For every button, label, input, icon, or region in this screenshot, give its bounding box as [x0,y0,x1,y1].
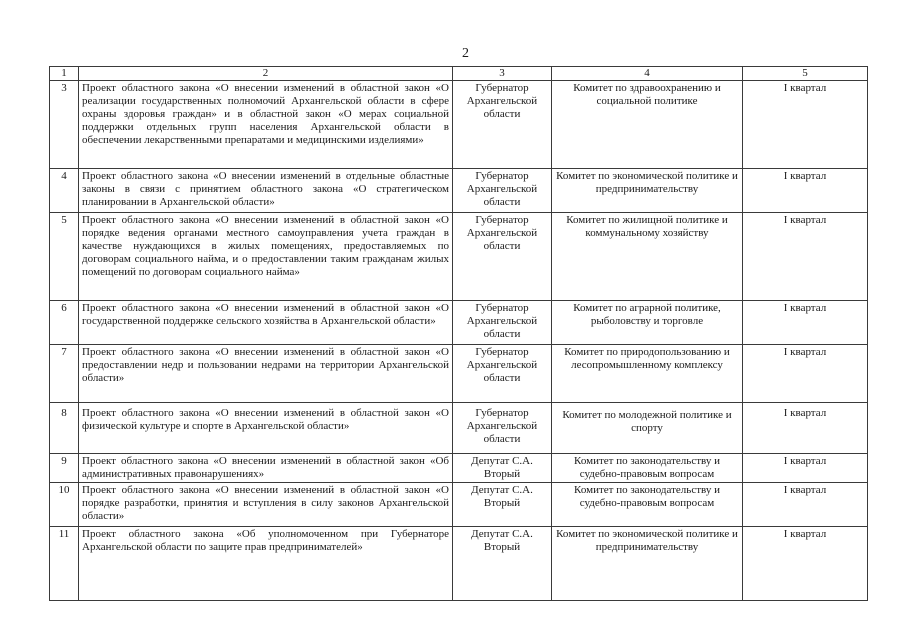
period: I квартал [743,403,868,454]
initiator: Депутат С.А. Вторый [453,483,552,527]
period: I квартал [743,169,868,213]
table-row [50,403,868,454]
responsible-committee: Комитет по молодежной политике и спорту [552,403,743,454]
row-number: 9 [50,454,79,483]
row-number: 5 [50,213,79,301]
column-header: 4 [552,67,743,81]
table-row [50,345,868,403]
row-number: 6 [50,301,79,345]
responsible-committee: Комитет по экономической политике и предпринимательству [552,527,743,601]
table-row [50,454,868,483]
column-header: 5 [743,67,868,81]
row-number: 8 [50,403,79,454]
table-row [50,169,868,213]
responsible-committee: Комитет по законодательству и судебно-правовым вопросам [552,454,743,483]
period: I квартал [743,213,868,301]
initiator: Губернатор Архангельской области [453,213,552,301]
bill-title: Проект областного закона «О внесении изменений в областной закон «О государственной поддержке сельского хозяйства в Архангельской области» [79,301,453,345]
table-row [50,213,868,301]
initiator: Губернатор Архангельской области [453,403,552,454]
plan-table [49,66,868,601]
row-number: 3 [50,81,79,169]
initiator: Губернатор Архангельской области [453,301,552,345]
column-header: 3 [453,67,552,81]
period: I квартал [743,345,868,403]
table-header-row [50,67,868,81]
responsible-committee: Комитет по аграрной политике, рыболовству и торговле [552,301,743,345]
period: I квартал [743,454,868,483]
initiator: Депутат С.А. Вторый [453,527,552,601]
row-number: 4 [50,169,79,213]
responsible-committee: Комитет по экономической политике и предпринимательству [552,169,743,213]
bill-title: Проект областного закона «О внесении изменений в областной закон «О физической культуре и спорте в Архангельской области» [79,403,453,454]
period: I квартал [743,483,868,527]
period: I квартал [743,81,868,169]
bill-title: Проект областного закона «О внесении изменений в областной закон «О предоставлении недр и пользовании недрами на территории Архангельской области» [79,345,453,403]
column-header: 2 [79,67,453,81]
responsible-committee: Комитет по жилищной политике и коммунальному хозяйству [552,213,743,301]
period: I квартал [743,527,868,601]
row-number: 7 [50,345,79,403]
initiator: Губернатор Архангельской области [453,169,552,213]
initiator: Губернатор Архангельской области [453,81,552,169]
initiator: Губернатор Архангельской области [453,345,552,403]
table-row [50,81,868,169]
bill-title: Проект областного закона «О внесении изменений в областной закон «О реализации государственных полномочий Архангельской области в сфере охраны здоровья граждан» и в областной закон «О мерах социальной поддержки отдельных групп населения Архангельской области в обеспечении лекарственными препаратами и медицинскими изделиями» [79,81,453,169]
page-number: 2 [462,46,469,61]
table-row [50,527,868,601]
bill-title: Проект областного закона «О внесении изменений в областной закон «Об административных правонарушениях» [79,454,453,483]
responsible-committee: Комитет по природопользованию и лесопромышленному комплексу [552,345,743,403]
table-row [50,483,868,527]
table-row [50,301,868,345]
bill-title: Проект областного закона «О внесении изменений в отдельные областные законы в связи с принятием областного закона «О стратегическом планировании в Архангельской области» [79,169,453,213]
bill-title: Проект областного закона «Об уполномоченном при Губернаторе Архангельской области по защите прав предпринимателей» [79,527,453,601]
row-number: 10 [50,483,79,527]
initiator: Депутат С.А. Вторый [453,454,552,483]
period: I квартал [743,301,868,345]
bill-title: Проект областного закона «О внесении изменений в областной закон «О порядке ведения органами местного самоуправления учета граждан в качестве нуждающихся в жилых помещениях, предоставляемых по договорам социального найма, и о предоставлении таким гражданам жилых помещений по договорам социального найма» [79,213,453,301]
responsible-committee: Комитет по здравоохранению и социальной политике [552,81,743,169]
bill-title: Проект областного закона «О внесении изменений в областной закон «О порядке разработки, принятия и вступления в силу законов Архангельской области» [79,483,453,527]
responsible-committee: Комитет по законодательству и судебно-правовым вопросам [552,483,743,527]
column-header: 1 [50,67,79,81]
row-number: 11 [50,527,79,601]
